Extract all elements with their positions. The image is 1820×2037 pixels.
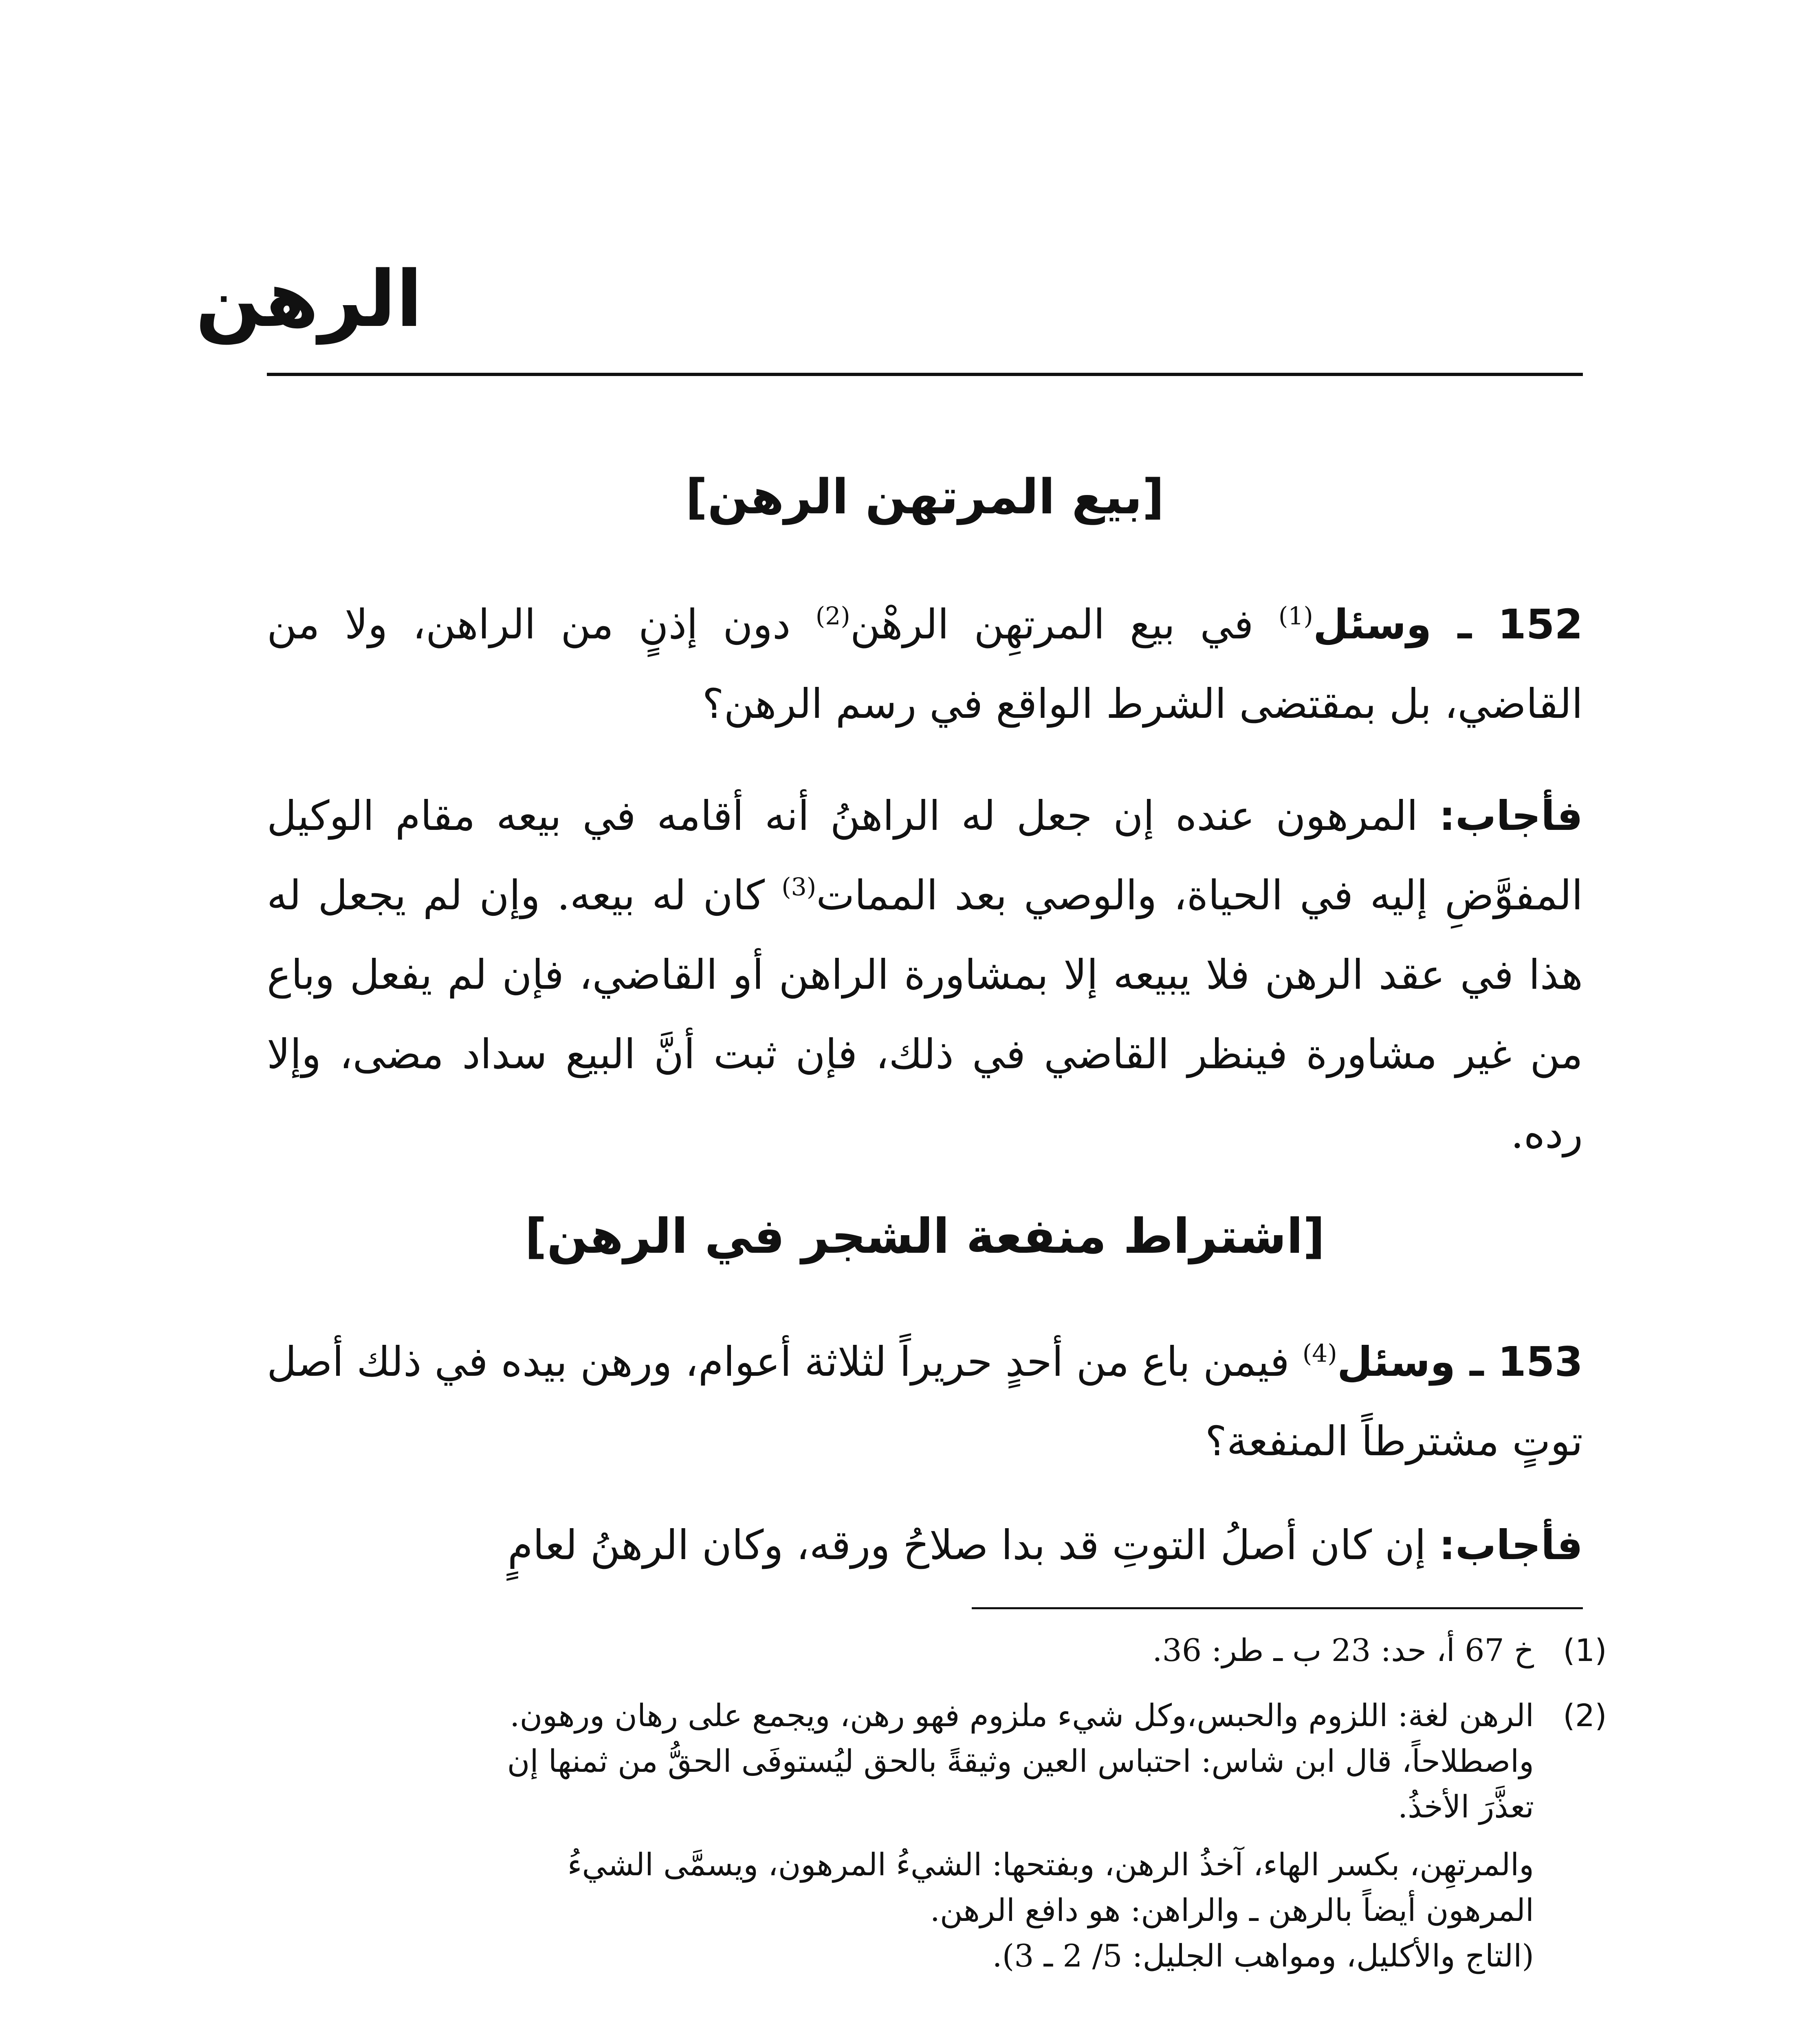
footnote-ref-3: (3) [781, 873, 816, 902]
question-152 [267, 585, 1583, 744]
question-153 [267, 1322, 1583, 1481]
footnote-ref-1: (1) [1278, 602, 1313, 631]
footnote-1 [267, 1628, 1607, 1673]
footnote-number: (2) [1563, 1697, 1607, 1733]
footnote-line: الرهن لغة: اللزوم والحبس،وكل شيء ملزوم فهو رهن، ويجمع على رهان ورهون. [510, 1697, 1534, 1733]
footnote-line [267, 2035, 1534, 2037]
question-number: 152 [1498, 601, 1583, 648]
answer-text-b: كان له بيعه. وإن لم يجعل له هذا في عقد الرهن فلا يبيعه إلا بمشاورة الراهن أو القاضي، فإن لم يفعل وباع من غير مشاورة فينظر القاضي في ذلك، فإن ثبت أنَّ البيع سداد مضى، وإلا رده. [267, 871, 1583, 1157]
answer-152 [267, 776, 1583, 1173]
footnote-line: تعذَّرَ الأخذُ. [1397, 1788, 1534, 1825]
footnote-line: واصطلاحاً، قال ابن شاس: احتباس العين وثيقةً بالحق ليُستوفَى الحقُّ من ثمنها إن [507, 1743, 1534, 1779]
question-number: 153 [1498, 1338, 1583, 1386]
chapter-rule [267, 373, 1583, 376]
footnote-rule [972, 1607, 1583, 1609]
footnote-2 [267, 1693, 1607, 1979]
section-heading-2: [اشتراط منفعة الشجر في الرهن] [525, 1208, 1325, 1264]
answer-text: إن كان أصلُ التوتِ قد بدا صلاحُ ورقه، وكان الرهنُ لعامٍ [507, 1521, 1439, 1569]
footnote-line: المرهون أيضاً بالرهن ـ والراهن: هو دافع الرهن. [930, 1892, 1534, 1928]
dash: ـ [1455, 1338, 1498, 1386]
question-text-b: دون إذنٍ من الراهن، ولا من القاضي، بل بمقتضى الشرط الواقع في رسم الرهن؟ [267, 601, 1583, 728]
footnote-number [1558, 2035, 1611, 2037]
question-text-a: في بيع المرتهِن الرهْن [850, 601, 1279, 648]
section-heading-1: [بيع المرتهن الرهن] [685, 469, 1164, 525]
answer-lead: فأجاب: [1439, 1521, 1583, 1569]
footnote-line: والمرتهِن، بكسر الهاء، آخذُ الرهن، وبفتحها: الشيءُ المرهون، ويسمَّى الشيءُ [567, 1846, 1534, 1883]
footnote-line: (التاج والأكليل، ومواهب الجليل: 5/ 2 ـ 3). [992, 1938, 1534, 1974]
answer-text-a: المرهون عنده إن جعل له الراهنُ أنه أقامه في بيعه مقام الوكيل المفوَّضِ إليه في الحياة، والوصي بعد الممات [267, 792, 1583, 919]
footnote-ref-2: (2) [815, 602, 850, 631]
dash: ـ [1431, 601, 1498, 648]
footnote-number: (1) [1563, 1632, 1607, 1668]
chapter-title: الرهن [195, 254, 423, 344]
question-text: فيمن باع من أحدٍ حريراً لثلاثة أعوام، ورهن بيده في ذلك أصل توتٍ مشترطاً المنفعة؟ [267, 1338, 1583, 1465]
question-lead: وسئل [1313, 601, 1432, 648]
footnote-line: خ 67 أ، حد: 23 ب ـ طر: 36. [1152, 1632, 1534, 1668]
question-lead: وسئل [1337, 1338, 1456, 1386]
answer-lead: فأجاب: [1439, 792, 1583, 840]
answer-153 [267, 1505, 1583, 1585]
footnote-ref-4: (4) [1302, 1339, 1337, 1368]
footnote-3 [267, 2035, 1583, 2037]
